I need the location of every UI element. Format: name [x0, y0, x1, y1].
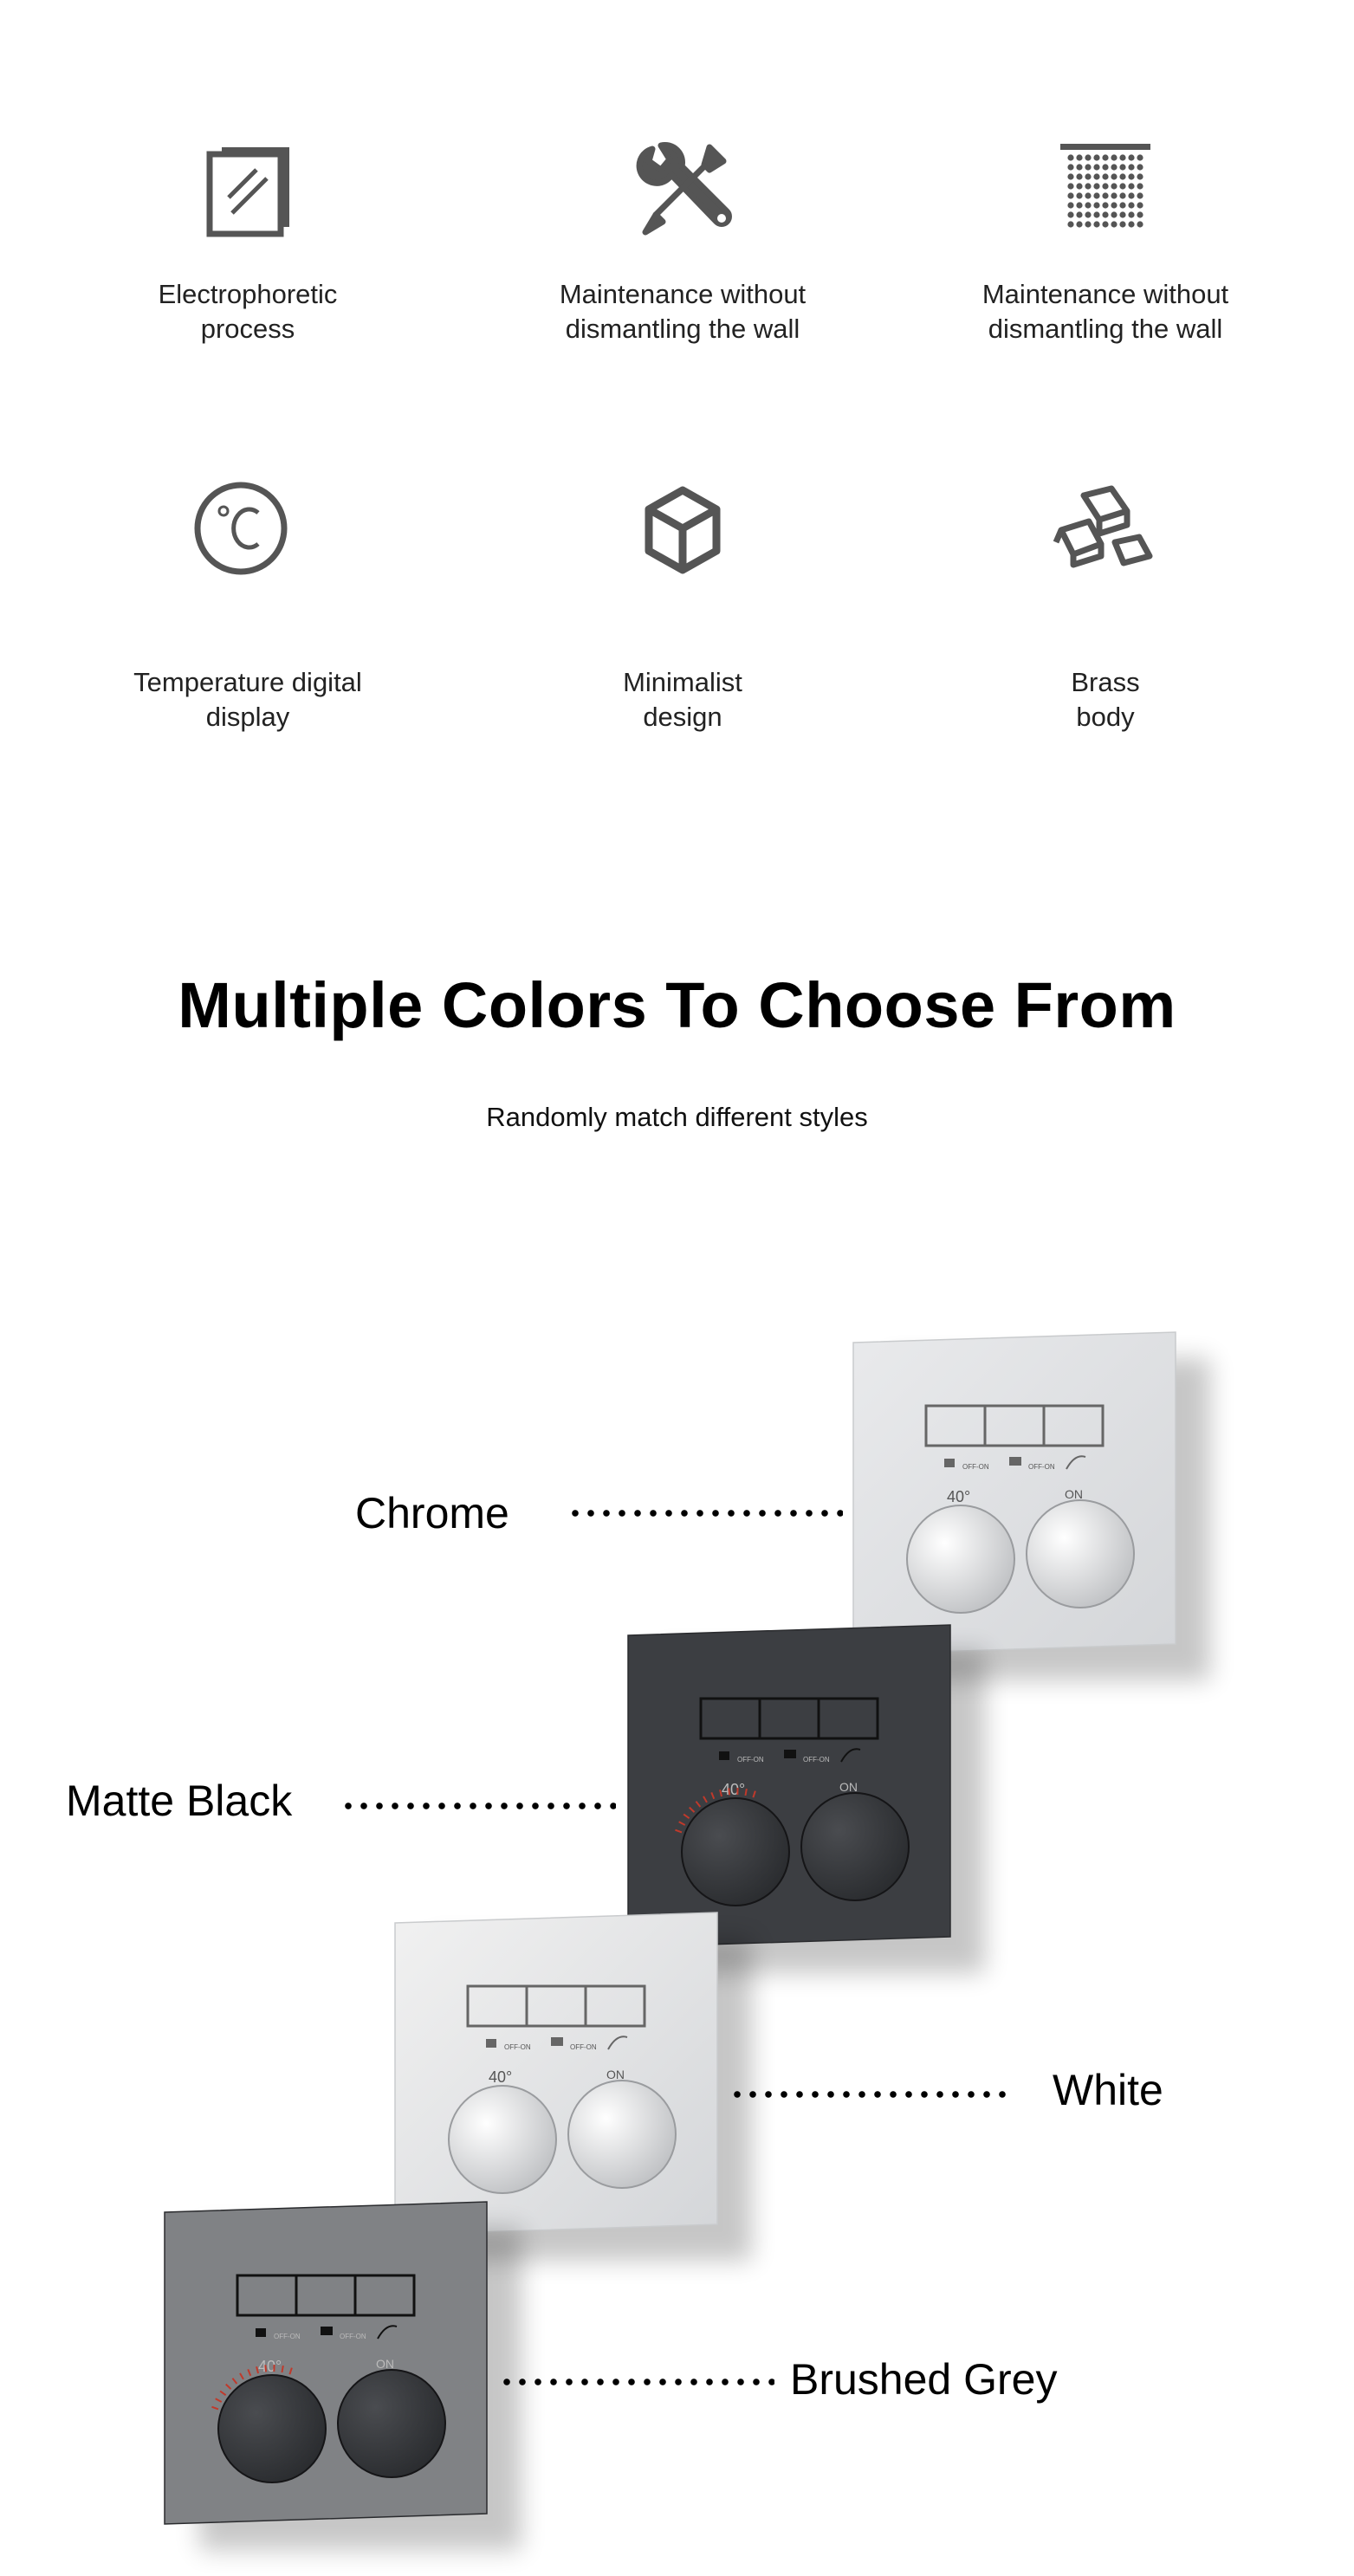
- svg-text:ON: ON: [606, 2068, 625, 2081]
- shower-head-icon: [1053, 135, 1157, 243]
- svg-text:40°: 40°: [489, 2068, 512, 2086]
- svg-text:OFF-ON: OFF-ON: [803, 1756, 830, 1764]
- svg-text:ON: ON: [839, 1780, 858, 1794]
- feature-label-line1: Electrophoretic: [66, 277, 430, 312]
- svg-text:OFF-ON: OFF-ON: [504, 2043, 531, 2051]
- feature-label-line2: dismantling the wall: [923, 312, 1287, 346]
- color-label-chrome: Chrome: [355, 1488, 509, 1538]
- feature-label-line2: process: [66, 312, 430, 346]
- panel-brushed-grey: [165, 2202, 556, 2576]
- svg-text:OFF-ON: OFF-ON: [274, 2333, 301, 2340]
- svg-text:ON: ON: [376, 2357, 394, 2371]
- brass-bars-icon: [1049, 478, 1162, 586]
- feature-label-line1: Maintenance without: [501, 277, 865, 312]
- feature-label-line1: Maintenance without: [923, 277, 1287, 312]
- svg-text:OFF-ON: OFF-ON: [1028, 1463, 1055, 1471]
- color-label-white: White: [1053, 2065, 1163, 2115]
- feature-label-line2: dismantling the wall: [501, 312, 865, 346]
- panel-plate: [628, 1625, 950, 1947]
- section-title: Multiple Colors To Choose From: [0, 968, 1354, 1042]
- feature-electrophoretic: [66, 130, 430, 364]
- celsius-icon: [189, 476, 293, 585]
- feature-temperature: [66, 475, 430, 735]
- feature-label-line2: design: [501, 700, 865, 735]
- panel-plate: [853, 1332, 1176, 1654]
- panel-plate: [395, 1913, 717, 2235]
- dot-leader: [567, 1509, 843, 1518]
- svg-text:40°: 40°: [947, 1488, 970, 1505]
- svg-text:40°: 40°: [722, 1781, 745, 1798]
- svg-text:ON: ON: [1065, 1487, 1083, 1501]
- svg-text:OFF-ON: OFF-ON: [570, 2043, 597, 2051]
- glass-panel-icon: [196, 137, 300, 245]
- feature-maintenance-2: [923, 130, 1287, 364]
- svg-text:OFF-ON: OFF-ON: [737, 1756, 764, 1764]
- dot-leader: [340, 1802, 616, 1810]
- svg-text:40°: 40°: [258, 2358, 282, 2375]
- feature-label-line2: body: [923, 700, 1287, 735]
- feature-minimalist: [501, 475, 865, 735]
- feature-label-line1: Brass: [923, 665, 1287, 700]
- color-label-brushed-grey: Brushed Grey: [790, 2354, 1057, 2404]
- panel-plate: [165, 2202, 487, 2524]
- cube-icon: [635, 480, 730, 588]
- section-subtitle: Randomly match different styles: [0, 1102, 1354, 1133]
- svg-text:OFF-ON: OFF-ON: [340, 2333, 366, 2340]
- tools-icon: [626, 135, 739, 252]
- svg-text:OFF-ON: OFF-ON: [962, 1463, 989, 1471]
- feature-label-line2: display: [66, 700, 430, 735]
- feature-maintenance-1: [501, 130, 865, 364]
- feature-label-line1: Temperature digital: [66, 665, 430, 700]
- feature-brass: [923, 475, 1287, 735]
- feature-label-line1: Minimalist: [501, 665, 865, 700]
- color-label-matte-black: Matte Black: [66, 1776, 292, 1826]
